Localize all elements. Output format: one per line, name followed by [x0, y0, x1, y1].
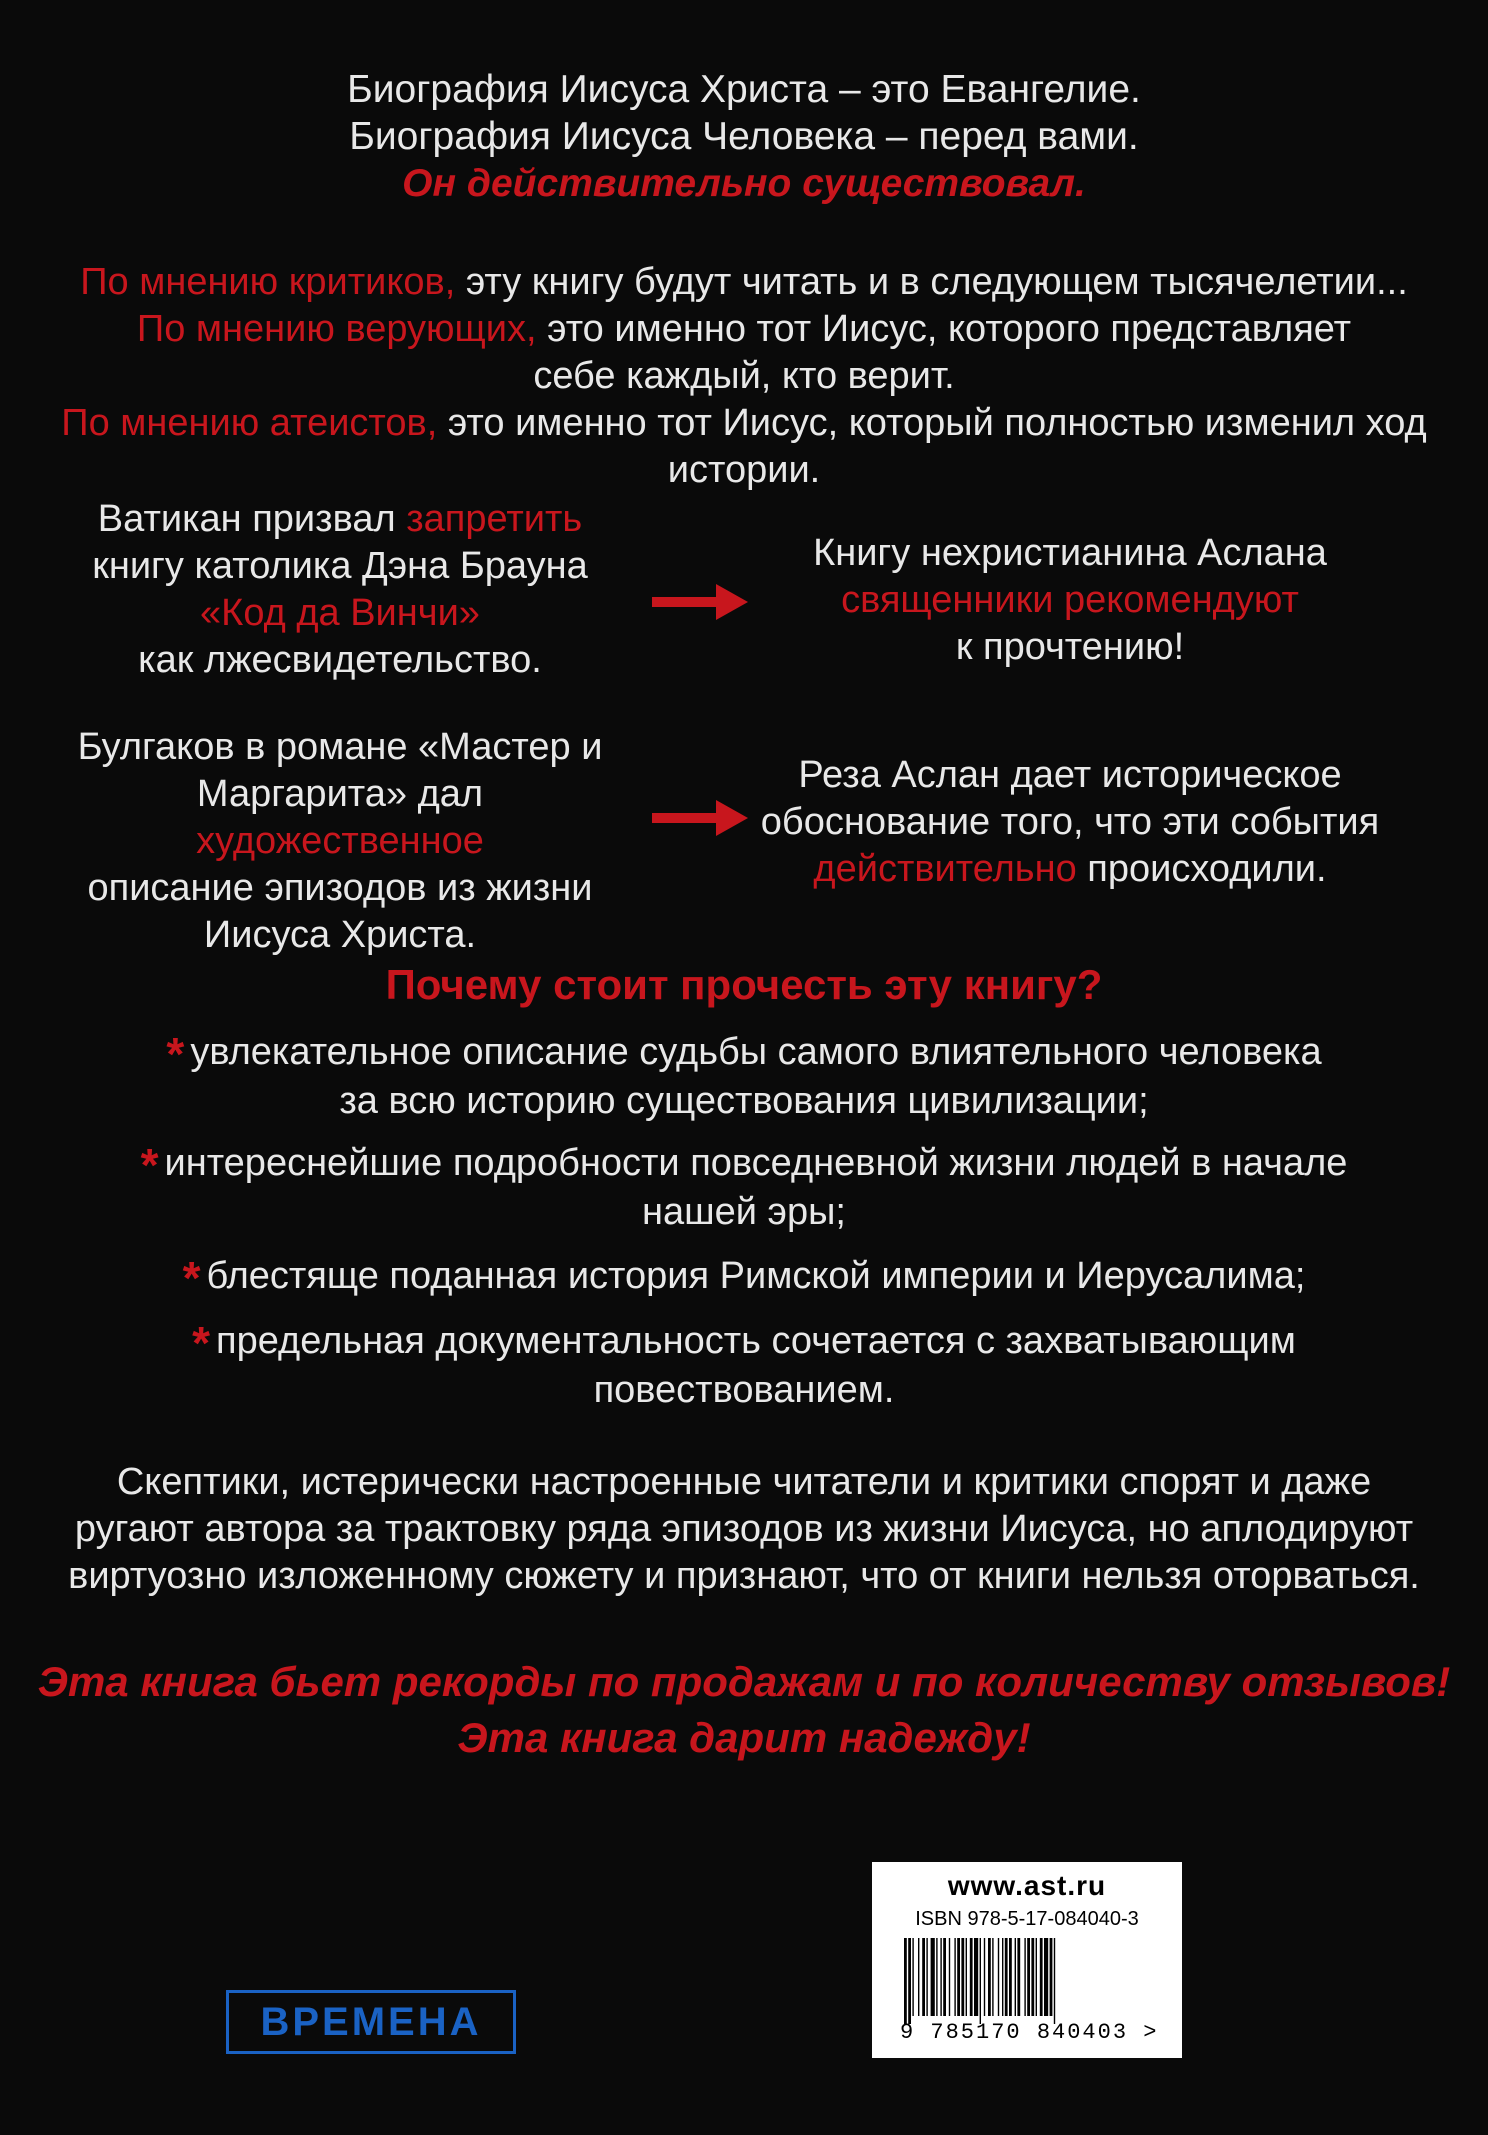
why-item-4 — [0, 1318, 1488, 1414]
atheists-label: По мнению атеистов, — [61, 402, 438, 444]
barcode-bar — [1015, 1938, 1016, 2016]
critics-line — [40, 259, 1448, 306]
compare2-right-3b: происходили. — [1076, 848, 1327, 890]
closing-line-2: Эта книга дарит надежду! — [457, 1714, 1031, 1761]
compare2-left — [50, 724, 630, 959]
intro-line-3: Он действительно существовал. — [402, 162, 1086, 205]
critics-text: эту книгу будут читать и в следующем тысячелетии... — [455, 261, 1408, 303]
why-item-4-line-1: предельная документальность сочетается с захватывающим — [216, 1320, 1296, 1362]
barcode-bar — [1044, 1938, 1048, 2016]
why-item-3 — [0, 1253, 1488, 1302]
asterisk-icon: * — [192, 1317, 211, 1369]
barcode-bar — [912, 1938, 913, 2016]
compare1-left — [50, 496, 630, 684]
isbn-digits: 9 785170 840403 > — [900, 2020, 1159, 2045]
arrow-right-icon — [652, 796, 748, 840]
isbn-number: ISBN 978-5-17-084040-3 — [915, 1908, 1139, 1930]
compare2-right-line-2: обоснование того, что эти события — [760, 801, 1380, 843]
compare1-right-line-3: к прочтению! — [955, 626, 1185, 668]
why-item-1-line-2: за всю историю существования цивилизации; — [339, 1080, 1149, 1122]
asterisk-icon: * — [140, 1139, 159, 1191]
why-item-1 — [0, 1029, 1488, 1125]
intro-line-1: Биография Иисуса Христа – это Евангелие. — [347, 68, 1141, 111]
compare1-left-1b: запретить — [406, 498, 583, 540]
compare1-right — [760, 530, 1380, 671]
compare1-right-line-1: Книгу нехристианина Аслана — [813, 532, 1327, 574]
barcode-bar — [998, 1938, 999, 2016]
skeptics-line-2: ругают автора за трактовку ряда эпизодов из жизни Иисуса, но аплодируют — [74, 1508, 1414, 1550]
barcode-bar — [1050, 1938, 1053, 2016]
barcode-bar — [954, 1938, 955, 2016]
compare1-right-line-2: священники рекомендуют — [841, 579, 1299, 621]
compare2-left-2b: художественное — [196, 820, 484, 862]
believers-text-2: себе каждый, кто верит. — [533, 355, 955, 397]
barcode-bar — [904, 1938, 907, 2024]
skeptics-line-3: виртуозно изложенному сюжету и признают, что от книги нельзя оторваться. — [68, 1555, 1420, 1597]
barcode-bar — [1017, 1938, 1020, 2016]
compare2-left-line-3: описание эпизодов из жизни — [87, 867, 593, 909]
believers-line — [40, 306, 1448, 353]
compare1-left-line-3: «Код да Винчи» — [200, 592, 480, 634]
barcode-bar — [949, 1938, 950, 2016]
barcode-bar — [1036, 1938, 1037, 2016]
critics-label: По мнению критиков, — [80, 261, 456, 303]
barcode-bar — [940, 1938, 941, 2016]
barcode-bar — [1002, 1938, 1003, 2016]
opinions — [40, 259, 1448, 494]
compare1-left-1a: Ватикан призвал — [97, 498, 407, 540]
asterisk-icon: * — [182, 1252, 201, 1304]
compare2-left-line-1: Булгаков в романе «Мастер и — [77, 726, 603, 768]
publisher-logo: ВРЕМЕНА — [226, 1990, 516, 2054]
intro-line-2: Биография Иисуса Человека – перед вами. — [349, 115, 1139, 158]
barcode-bar — [1040, 1938, 1043, 2016]
barcode-bar — [1054, 1938, 1055, 2024]
skeptics-line-1: Скептики, истерически настроенные читатели и критики спорят и даже — [116, 1461, 1372, 1503]
barcode-bar — [943, 1938, 946, 2016]
barcode-icon — [904, 1938, 1154, 2024]
barcode-bar — [1027, 1938, 1030, 2016]
publisher-url: www.ast.ru — [947, 1870, 1107, 1901]
intro — [0, 66, 1488, 207]
atheists-text-2: истории. — [667, 449, 821, 491]
barcode-bar — [1009, 1938, 1012, 2016]
compare2-left-line-2 — [50, 771, 630, 865]
compare1-left-line-4: как лжесвидетельство. — [138, 639, 542, 681]
why-item-4-line-2: повествованием. — [593, 1369, 895, 1411]
asterisk-icon: * — [166, 1028, 185, 1080]
skeptics — [40, 1459, 1448, 1600]
closing — [0, 1654, 1488, 1766]
why-item-2-line-1: интереснейшие подробности повседневной жизни людей в начале — [164, 1142, 1348, 1184]
barcode-bar — [984, 1938, 985, 2016]
why-item-1-line-1: увлекательное описание судьбы самого влиятельного человека — [190, 1031, 1322, 1073]
barcode-bar — [961, 1938, 964, 2016]
barcode-bar — [922, 1938, 925, 2016]
barcode-bar — [1031, 1938, 1034, 2016]
compare2-right — [760, 752, 1380, 893]
barcode-bar — [936, 1938, 937, 2016]
believers-text-1: это именно тот Иисус, которого представляет — [536, 308, 1352, 350]
compare2-left-2a: Маргарита» дал — [196, 773, 484, 815]
compare2-left-line-4: Иисуса Христа. — [203, 914, 477, 956]
believers-label: По мнению верующих, — [136, 308, 537, 350]
barcode-bar — [918, 1938, 919, 2016]
compare1-left-line-1 — [50, 496, 630, 543]
barcode-bar — [1024, 1938, 1025, 2016]
compare2-right-line-3 — [760, 846, 1380, 893]
barcode-bar — [974, 1938, 978, 2016]
isbn-barcode-box — [872, 1862, 1182, 2058]
why-item-3-line-1: блестяще поданная история Римской империи и Иерусалима; — [206, 1255, 1306, 1297]
compare2-right-line-1: Реза Аслан дает историческое — [798, 754, 1342, 796]
barcode-bar — [992, 1938, 993, 2016]
barcode-bar — [908, 1938, 911, 2024]
atheists-line — [40, 400, 1448, 447]
why-item-2-line-2: нашей эры; — [642, 1191, 846, 1233]
barcode-bar — [970, 1938, 973, 2016]
barcode-bar — [926, 1938, 927, 2016]
barcode-bar — [966, 1938, 967, 2016]
closing-line-1: Эта книга бьет рекорды по продажам и по количеству отзывов! — [37, 1658, 1451, 1705]
atheists-text-1: это именно тот Иисус, который полностью изменил ход — [437, 402, 1427, 444]
barcode-bar — [1005, 1938, 1008, 2016]
barcode-bar — [988, 1938, 991, 2016]
compare1-left-line-2: книгу католика Дэна Брауна — [92, 545, 588, 587]
barcode-bar — [957, 1938, 960, 2016]
barcode-bar — [980, 1938, 981, 2024]
barcode-bar — [931, 1938, 935, 2016]
arrow-right-icon — [652, 580, 748, 624]
why-item-2 — [0, 1140, 1488, 1236]
why-heading: Почему стоит прочесть эту книгу? — [385, 961, 1103, 1008]
compare2-right-3a: действительно — [813, 848, 1077, 890]
